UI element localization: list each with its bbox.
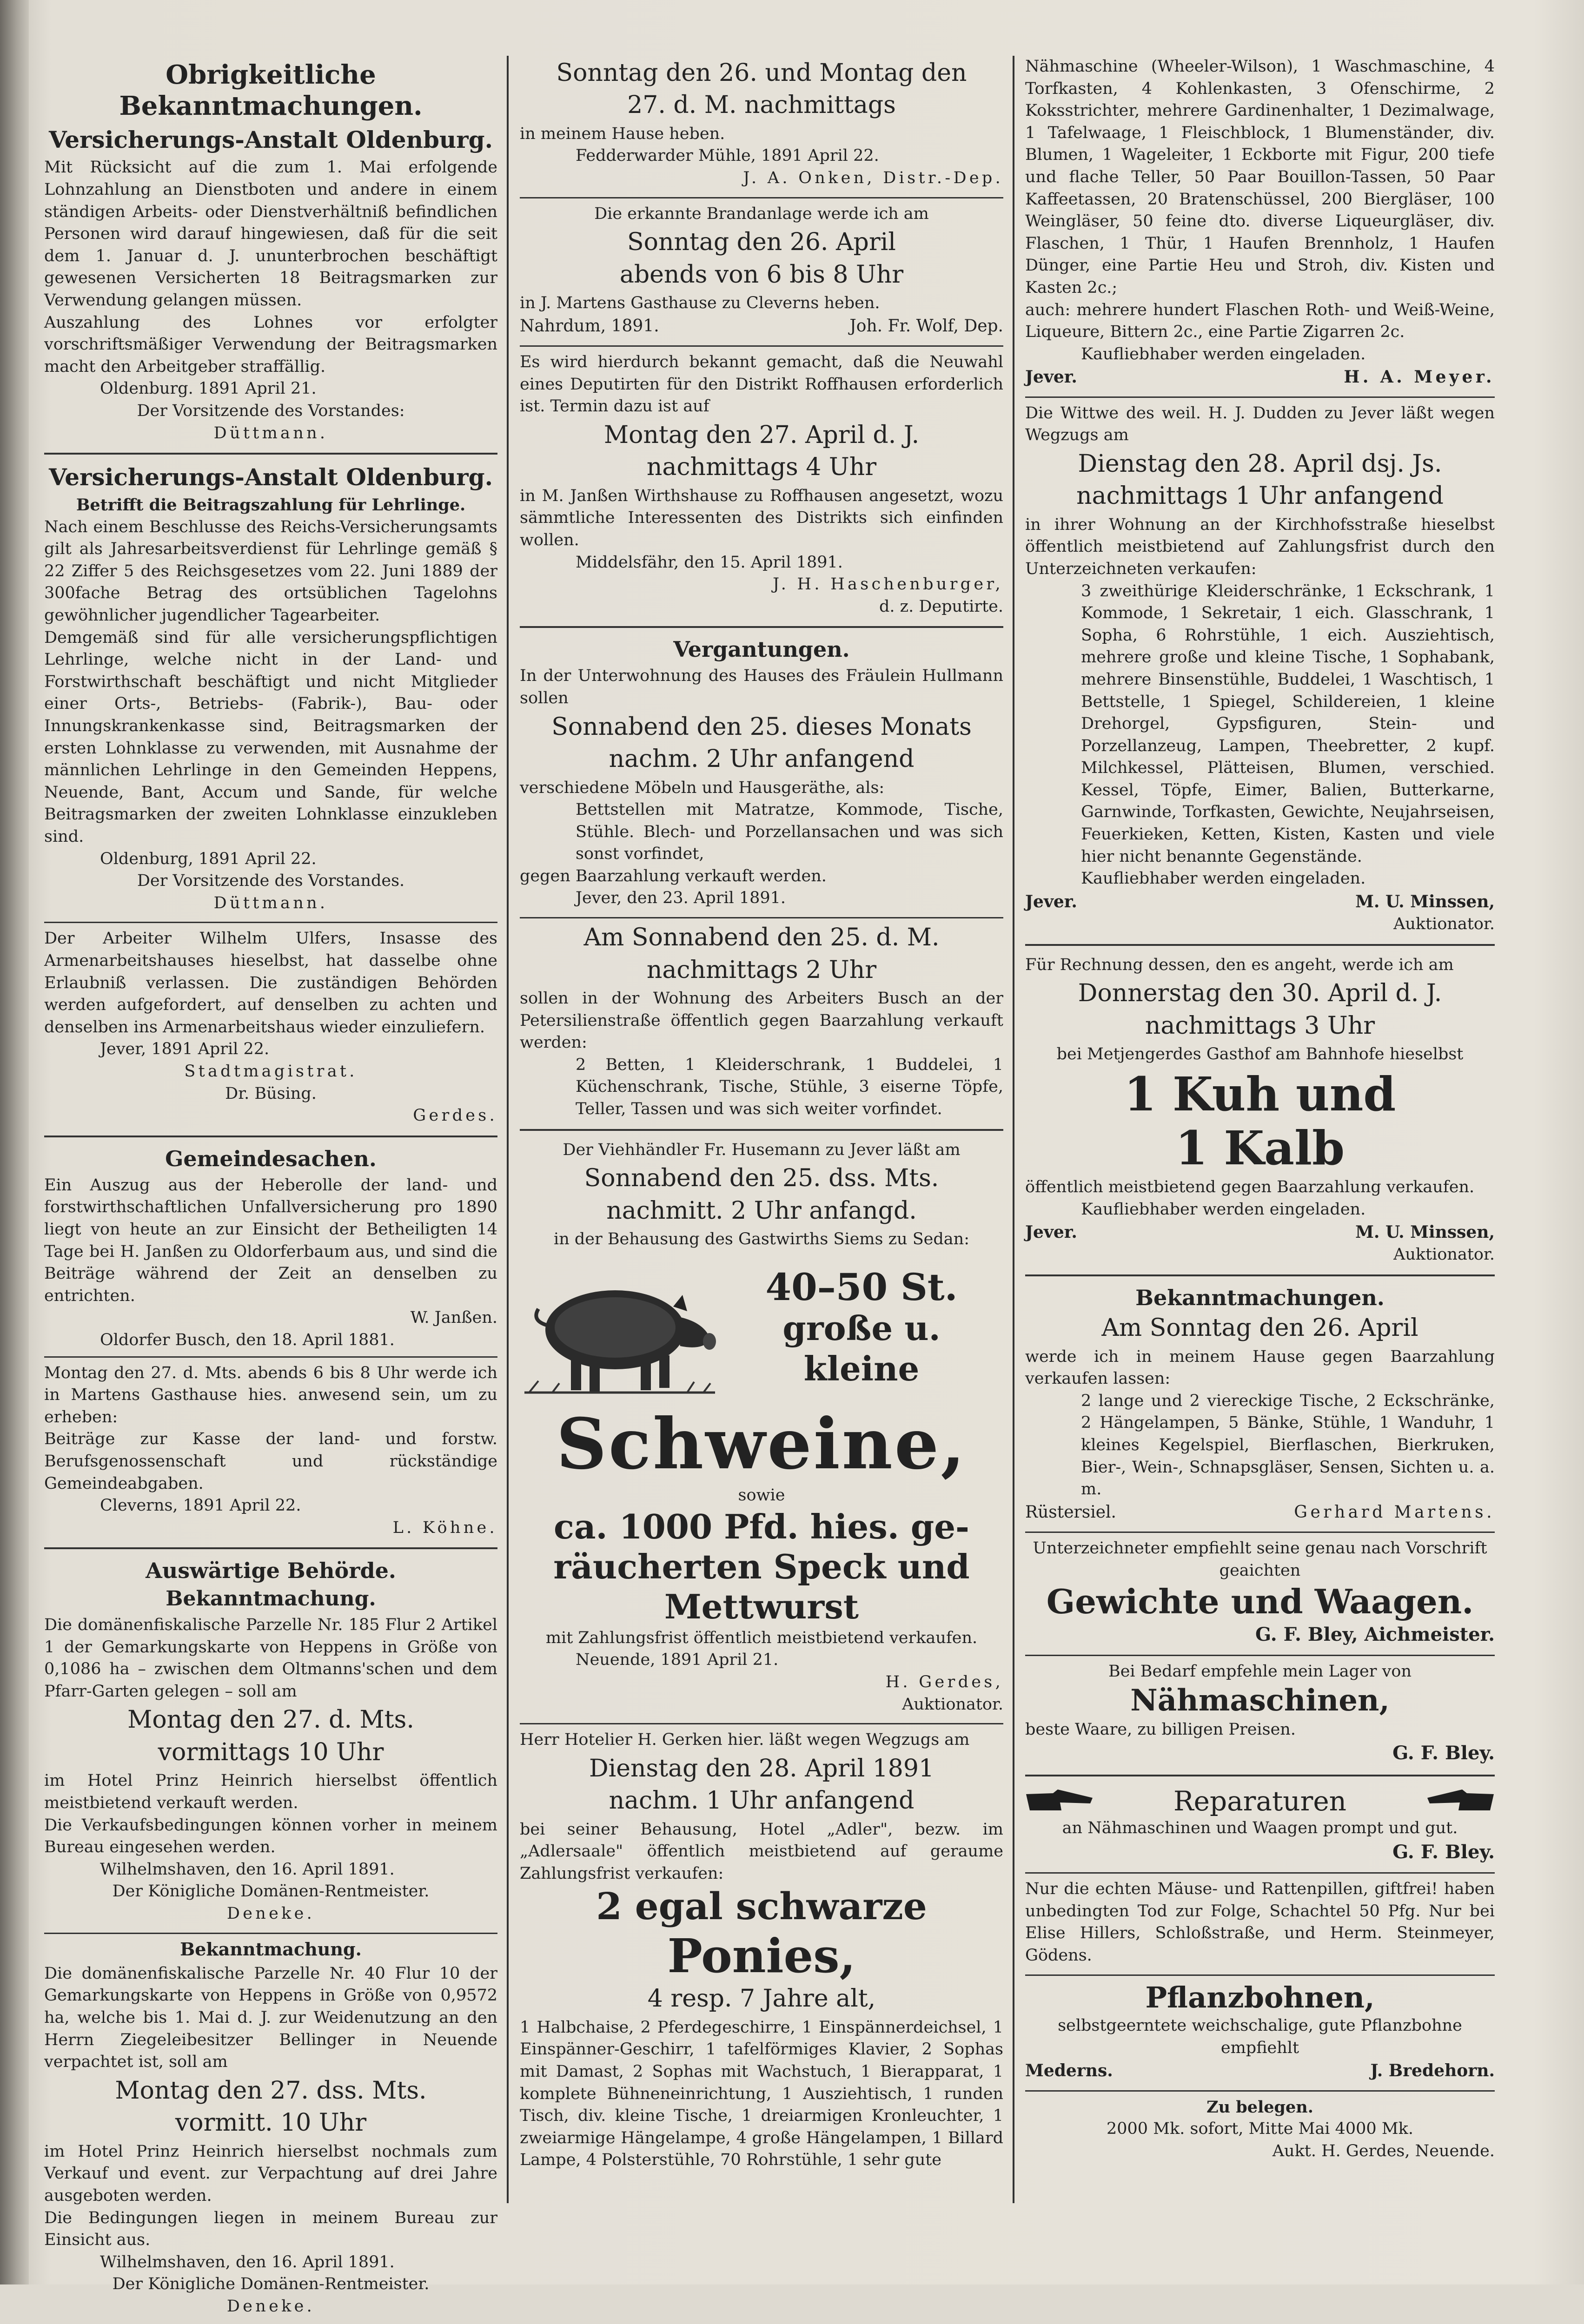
divider bbox=[44, 1136, 497, 1137]
notice-signatory-role: Auktionator. bbox=[1393, 915, 1495, 934]
notice-signatory-role: Auktionator. bbox=[902, 1695, 1003, 1714]
divider bbox=[520, 197, 1003, 198]
column-divider bbox=[507, 56, 509, 2203]
notice-date: Oldenburg. 1891 April 21. bbox=[100, 379, 317, 398]
notice-place: Mederns. bbox=[1025, 2061, 1113, 2081]
notice-brandanlage bbox=[520, 203, 1003, 338]
event-time: nachm. 2 Uhr anfangend bbox=[609, 745, 915, 773]
item-list: 1 Halbchaise, 2 Pferdegeschirre, 1 Einspännerdeichsel, 1 Einspänner-Geschirr, 1 tafelförmiges Klavier, 2 Sophas mit Damast, 2 Sophas mit Wachstuch, 1 Bierapparat, 1 komplete Bühneneinrichtung, 1 Ausziehtisch, 1 runden Tisch, div. kleine Tische, 1 dreiarmigen Kronleuchter, 1 zweiarmige Hängelampe, 4 große Hängelampen, 1 Billard Lampe, 4 Polsterstühle, 70 Rohrstühle, 1 sehr gute bbox=[520, 2018, 1003, 2170]
ad-rattenpillen bbox=[1025, 1878, 1495, 1967]
notice-signatory: Joh. Fr. Wolf, Dep. bbox=[849, 316, 1003, 336]
notice-title: Zu belegen. bbox=[1206, 2097, 1313, 2117]
notice-fedderwarden bbox=[520, 59, 1003, 190]
notice-body: Ein Auszug aus der Heberolle der land- und forstwirthschaftlichen Unfallversicherung pro 1890 liegt von heute an zur Einsicht der Betheiligten 14 Tage bei H. Janßen zu Oldorferbaum aus, und sind die Beiträge während der Zeit an denselben zu entrichten. bbox=[44, 1175, 497, 1305]
notice-vergantung-hullmann bbox=[520, 636, 1003, 910]
divider bbox=[520, 345, 1003, 347]
notice-body: Die domänenfiskalische Parzelle Nr. 185 Flur 2 Artikel 1 der Gemarkungskarte von Heppens in Größe von 0,1086 ha – zwischen dem Oltmanns'schen und dem Pfarr-Garten gelegen – soll am bbox=[44, 1616, 497, 1701]
notice-signatory: J. H. Haschenburger, bbox=[773, 575, 1003, 594]
notice-body: 2000 Mk. sofort, Mitte Mai 4000 Mk. bbox=[1107, 2119, 1413, 2139]
notice-body: Die Verkaufsbedingungen können vorher in meinem Bureau eingesehen werden. bbox=[44, 1816, 497, 1857]
notice-body: verschiedene Möbeln und Hausgeräthe, als: bbox=[520, 778, 885, 797]
notice-versicherung-1 bbox=[44, 125, 497, 444]
notice-date: Wilhelmshaven, den 16. April 1891. bbox=[100, 1860, 395, 1879]
notice-date: Neuende, 1891 April 21. bbox=[576, 1651, 779, 1670]
notice-invite: Kaufliebhaber werden eingeladen. bbox=[1081, 869, 1366, 888]
notice-dudden-auction bbox=[1025, 403, 1495, 936]
notice-signatory: H. Gerdes, bbox=[885, 1673, 1003, 1692]
notice-body: in ihrer Wohnung an der Kirchhofsstraße hieselbst öffentlich meistbietend auf Zahlungsfrist durch den Unterzeichneten verkaufen: bbox=[1025, 515, 1495, 578]
notice-body: in M. Janßen Wirthshause zu Roffhausen angesetzt, wozu sämmtliche Interessenten des Distrikts sich einfinden wollen. bbox=[520, 486, 1003, 549]
notice-signatory: G. F. Bley. bbox=[1392, 1742, 1495, 1764]
event-date: Sonnabend den 25. dss. Mts. bbox=[584, 1164, 939, 1193]
notice-body: in der Behausung des Gastwirths Siems zu Sedan: bbox=[554, 1229, 969, 1248]
event-date: Donnerstag den 30. April d. J. bbox=[1078, 979, 1442, 1008]
ad-ponies bbox=[520, 1729, 1003, 2172]
event-time: nachmitt. 2 Uhr anfangd. bbox=[606, 1196, 917, 1225]
divider bbox=[1025, 2090, 1495, 2092]
ad-conjunction: sowie bbox=[738, 1486, 785, 1505]
notice-body: im Hotel Prinz Heinrich hierselbst öffentlich meistbietend verkauft werden. bbox=[44, 1771, 497, 1812]
notice-date: Cleverns, 1891 April 22. bbox=[100, 1496, 301, 1515]
notice-body: selbstgeerntete weichschalige, gute Pflanzbohne empfiehlt bbox=[1058, 2016, 1462, 2057]
notice-body: Demgemäß sind für alle versicherungspflichtigen Lehrlinge, welche nicht in der Land- und Forstwirthschaft beschäftigt und nicht Mitglieder einer Orts-, Betriebs- (Fabrik-), Bau- oder Innungskrankenkasse sind, Beitragsmarken der ersten Lohnklasse zu verwenden, mit Ausnahme der männlichen Lehrlinge in den Gemeinden Heppens, Neuende, Bant, Accum und Sande, für welche Beitragsmarken der zweiten Lohnklasse einzukleben sind. bbox=[44, 628, 497, 846]
notice-signature-line bbox=[1025, 365, 1495, 389]
notice-intro: In der Unterwohnung des Hauses des Fräulein Hullmann sollen bbox=[520, 667, 1003, 708]
notice-intro: Die erkannte Brandanlage werde ich am bbox=[594, 204, 929, 223]
ad-product-line: räucherten Speck und bbox=[553, 1547, 970, 1587]
ad-headline: Schweine, bbox=[556, 1403, 967, 1485]
divider bbox=[520, 917, 1003, 918]
notice-body: Der Arbeiter Wilhelm Ulfers, Insasse des Armenarbeitshauses hieselbst, hat dasselbe ohne Erlaubniß verlassen. Die zuständigen Behörden werden aufgefordert, auf denselben zu achten und denselben ins Armenarbeitshaus wieder einzuliefern. bbox=[44, 929, 497, 1037]
notice-body: Die Bedingungen liegen in meinem Bureau zur Einsicht aus. bbox=[44, 2208, 497, 2250]
event-time: nachm. 1 Uhr anfangend bbox=[609, 1787, 915, 1815]
column-left bbox=[44, 56, 497, 2324]
section-heading: Obrigkeitliche Bekanntmachungen. bbox=[119, 59, 423, 122]
event-date: Montag den 27. April d. J. bbox=[603, 421, 920, 449]
notice-signatory-role: Der Vorsitzende des Vorstandes: bbox=[137, 401, 405, 420]
notice-body: mit Zahlungsfrist öffentlich meistbietend verkaufen. bbox=[545, 1628, 978, 1647]
notice-signatory: Düttmann. bbox=[213, 423, 328, 442]
notice-date: Middelsfähr, den 15. April 1891. bbox=[576, 553, 843, 572]
notice-body: im Hotel Prinz Heinrich hierselbst nochmals zum Verkauf und event. zur Verpachtung auf drei Jahre ausgeboten werden. bbox=[44, 2142, 497, 2205]
notice-body: sollen in der Wohnung des Arbeiters Busch an der Petersilienstraße öffentlich gegen Baarzahlung verkauft werden: bbox=[520, 989, 1003, 1052]
notice-invite: Kaufliebhaber werden eingeladen. bbox=[1081, 344, 1366, 363]
notice-date: Fedderwarder Mühle, 1891 April 22. bbox=[576, 146, 879, 165]
notice-zu-belegen bbox=[1025, 2096, 1495, 2163]
notice-signatory: G. F. Bley. bbox=[1392, 1841, 1495, 1863]
ad-pflanzbohnen bbox=[1025, 1981, 1495, 2083]
item-list: 3 zweithürige Kleiderschränke, 1 Eckschrank, 1 Kommode, 1 Sekretair, 1 eich. Glasschrank, 1 Sopha, 6 Rohrstühle, 1 eich. Ausziehtisch, mehrere große und kleine Tische, 1 Sophabank, mehrere Binsenstühle, Buddelei, 1 Waschtisch, 1 Bettstelle, 1 Spiegel, Schildereien, 1 kleine Drehorgel, Gypsfiguren, Stein- und Porzellanzeug, Lampen, Theebretter, 2 kupf. Milchkessel, Plätteisen, Blumen, verschied. Kessel, Töpfe, Eimer, Balien, Butterkarne, Garnwinde, Torfkasten, Gewichte, Neujahrseisen, Feuerkieken, Ketten, Kisten, Kasten und viele hier nicht benannte Gegenstände. bbox=[1081, 581, 1495, 866]
notice-signatory: J. A. Onken, Distr.-Dep. bbox=[743, 169, 1003, 188]
event-date: Am Sonntag den 26. April bbox=[1101, 1314, 1418, 1342]
notice-signatory: Dr. Büsing. bbox=[225, 1084, 317, 1103]
notice-signatory: M. U. Minssen, bbox=[1355, 891, 1495, 911]
notice-signatory-role: Stadtmagistrat. bbox=[184, 1062, 358, 1081]
event-date: Sonntag den 26. April bbox=[627, 228, 896, 257]
event-time: nachmittags 2 Uhr bbox=[646, 956, 877, 984]
notice-signatory: J. Bredehorn. bbox=[1370, 2061, 1495, 2081]
notice-signatory: Deneke. bbox=[226, 2297, 315, 2316]
event-date: Dienstag den 28. April 1891 bbox=[589, 1754, 934, 1783]
ad-headline: 1 Kuh und bbox=[1124, 1066, 1396, 1122]
notice-gemeindesachen bbox=[44, 1146, 497, 1539]
event-time: vormitt. 10 Uhr bbox=[175, 2109, 367, 2137]
notice-body: Auszahlung des Lohnes vor erfolgter vorschriftsmäßiger Verwendung der Beitragsmarken macht den Arbeitgeber straffällig. bbox=[44, 313, 497, 376]
notice-body: Unterzeichneter empfiehlt seine genau nach Vorschrift geaichten bbox=[1033, 1539, 1487, 1580]
pointing-hand-right-icon bbox=[1025, 1785, 1095, 1817]
notice-signatory: L. Köhne. bbox=[392, 1518, 497, 1537]
ad-reparaturen bbox=[1025, 1785, 1495, 1865]
ad-headline: Ponies, bbox=[667, 1928, 856, 1984]
section-title: Vergantungen. bbox=[673, 637, 850, 662]
notice-date: Wilhelmshaven, den 16. April 1891. bbox=[100, 2252, 395, 2271]
notice-signature-line bbox=[1025, 1221, 1495, 1244]
event-time: abends von 6 bis 8 Uhr bbox=[619, 260, 904, 289]
ad-headline: 1 Kalb bbox=[1175, 1120, 1345, 1175]
event-time: vormittags 10 Uhr bbox=[158, 1738, 384, 1766]
divider bbox=[1025, 1872, 1495, 1874]
notice-title: Versicherungs-Anstalt Oldenburg. bbox=[48, 126, 493, 154]
divider bbox=[44, 1547, 497, 1549]
ad-subline: 4 resp. 7 Jahre alt, bbox=[647, 1985, 876, 2013]
divider bbox=[1025, 1775, 1495, 1776]
notice-body: beste Waare, zu billigen Preisen. bbox=[1025, 1720, 1296, 1739]
notice-body: Nur die echten Mäuse- und Rattenpillen, giftfrei! haben unbedingten Tod zur Folge, Schachtel 50 Pfg. Nur bei Elise Hillers, Schloßstraße, und Herm. Steinmeyer, Gödens. bbox=[1025, 1880, 1495, 1965]
notice-body: in J. Martens Gasthause zu Cleverns heben. bbox=[520, 294, 880, 313]
notice-date: Jever, 1891 April 22. bbox=[100, 1040, 270, 1059]
notice-armenhaus bbox=[44, 928, 497, 1127]
notice-body: Bei Bedarf empfehle mein Lager von bbox=[1108, 1662, 1412, 1681]
ad-adjective: große u. kleine bbox=[782, 1308, 941, 1388]
divider bbox=[44, 922, 497, 923]
pig-illustration-row bbox=[520, 1251, 1003, 1404]
divider bbox=[44, 1356, 497, 1358]
notice-body: Die domänenfiskalische Parzelle Nr. 40 Flur 10 der Gemarkungskarte von Heppens in Größe von 0,9572 ha, welche bis 1. Mai d. J. zur Weidenutzung an den Herrn Ziegeleibesitzer Bellinger in Neuende verpachtet ist, soll am bbox=[44, 1964, 497, 2072]
event-time: nachmittags 4 Uhr bbox=[646, 453, 877, 482]
section-title: Gemeindesachen. bbox=[165, 1146, 377, 1171]
section-title: Auswärtige Behörde. bbox=[146, 1558, 396, 1584]
notice-body: Es wird hierdurch bekannt gemacht, daß die Neuwahl eines Deputirten für den Distrikt Roffhausen erforderlich ist. Termin dazu ist auf bbox=[520, 353, 1003, 416]
divider bbox=[1025, 1532, 1495, 1533]
notice-signature-line bbox=[1025, 2059, 1495, 2082]
notice-signatory: Aukt. H. Gerdes, Neuende. bbox=[1272, 2141, 1495, 2160]
notice-body: öffentlich meistbietend gegen Baarzahlung verkaufen. bbox=[1025, 1177, 1475, 1196]
notice-invite: Kaufliebhaber werden eingeladen. bbox=[1081, 1200, 1366, 1219]
notice-signatory: G. F. Bley, Aichmeister. bbox=[1255, 1623, 1495, 1645]
notice-signatory: H. A. Meyer. bbox=[1344, 367, 1495, 387]
notice-signatory: W. Janßen. bbox=[410, 1308, 497, 1327]
ad-headline: Pflanzbohnen, bbox=[1145, 1980, 1375, 2014]
notice-signatory: Gerdes. bbox=[413, 1106, 497, 1125]
notice-place: Jever. bbox=[1025, 891, 1077, 911]
notice-intro: Der Viehhändler Fr. Husemann zu Jever läßt am bbox=[563, 1140, 961, 1159]
notice-signature-line bbox=[1025, 1501, 1495, 1524]
notice-body: bei seiner Behausung, Hotel „Adler", bezw. im „Adlersaale" öffentlich meistbietend auf geraume Zahlungsfrist verkaufen: bbox=[520, 1820, 1003, 1883]
notice-body: gegen Baarzahlung verkauft werden. bbox=[520, 866, 827, 885]
notice-body: Die Wittwe des weil. H. J. Dudden zu Jever läßt wegen Wegzugs am bbox=[1025, 403, 1495, 445]
notice-body: Für Rechnung dessen, den es angeht, werde ich am bbox=[1025, 955, 1454, 974]
divider bbox=[44, 453, 497, 455]
divider bbox=[1025, 1974, 1495, 1976]
ad-headline: Reparaturen bbox=[1173, 1785, 1347, 1817]
divider bbox=[520, 1723, 1003, 1724]
divider bbox=[1025, 1274, 1495, 1276]
notice-body: Mit Rücksicht auf die zum 1. Mai erfolgende Lohnzahlung an Dienstboten und andere in einem ständigen Arbeits- oder Dienstverhältniß befindlichen Personen wird darauf hingewiesen, daß für die seit dem 1. Januar d. J. ununterbrochen beschäftigt gewesenen Versicherten 18 Beitragsmarken zur Verwendung gelangen müssen. bbox=[44, 158, 497, 310]
notice-place: Nahrdum, 1891. bbox=[520, 316, 659, 336]
column-divider bbox=[1013, 56, 1014, 2203]
section-title: Bekanntmachungen. bbox=[1135, 1285, 1385, 1311]
notice-date: Oldorfer Busch, den 18. April 1881. bbox=[100, 1330, 395, 1349]
notice-signatory-role: Auktionator. bbox=[1393, 1245, 1495, 1264]
notice-martens bbox=[1025, 1285, 1495, 1524]
item-list: mehrere hundert Flaschen Roth- und Weiß-Weine, Liqueure, Bittern 2c., eine Partie Zigarren 2c. bbox=[1025, 300, 1495, 342]
notice-signatory-role: Der Königliche Domänen-Rentmeister. bbox=[112, 1882, 430, 1901]
page-binding-edge bbox=[0, 0, 29, 2284]
notice-body: an Nähmaschinen und Waagen prompt und gut. bbox=[1062, 1819, 1458, 1838]
divider bbox=[1025, 944, 1495, 946]
notice-body: Montag den 27. d. Mts. abends 6 bis 8 Uhr werde ich in Martens Gasthause hies. anwesend sein, um zu erheben: bbox=[44, 1363, 497, 1426]
notice-signatory: M. U. Minssen, bbox=[1355, 1222, 1495, 1242]
notice-place: Jever. bbox=[1025, 367, 1077, 387]
item-list: 2 lange und 2 viereckige Tische, 2 Eckschränke, 2 Hängelampen, 5 Bänke, Stühle, 1 Wanduhr, 1 kleines Kegelspiel, Bierflaschen, Bierkruken, Bier-, Wein-, Schnapsgläser, Sensen, Sichten u. a. m. bbox=[1081, 1391, 1495, 1499]
divider bbox=[1025, 1655, 1495, 1656]
event-date: Sonntag den 26. und Montag den bbox=[556, 59, 967, 87]
notice-signatory-role: Der Königliche Domänen-Rentmeister. bbox=[112, 2275, 430, 2294]
event-date: Am Sonnabend den 25. d. M. bbox=[583, 924, 940, 952]
ad-naehmaschinen bbox=[1025, 1661, 1495, 1766]
notice-signature-line bbox=[1025, 890, 1495, 913]
pointing-hand-left-icon bbox=[1425, 1785, 1495, 1817]
notice-body: Nach einem Beschlusse des Reichs-Versicherungsamts gilt als Jahresarbeitsverdienst für Lehrlinge gemäß § 22 Ziffer 5 des Reichsgesetzes vom 22. Juni 1889 der 300fache Betrag des ortsüblichen Tagelohns gewöhnlicher jugendlicher Tagearbeiter. bbox=[44, 517, 497, 625]
notice-subtitle: Bekanntmachung. bbox=[166, 1587, 376, 1611]
reparaturen-banner bbox=[1025, 1785, 1495, 1818]
notice-signature-line bbox=[520, 315, 1003, 338]
notice-body: Beiträge zur Kasse der land- und forstw. Berufsgenossenschaft und rückständige Gemeindeabgaben. bbox=[44, 1430, 497, 1493]
event-time: 27. d. M. nachmittags bbox=[627, 91, 896, 119]
divider bbox=[520, 1129, 1003, 1131]
item-list: Bettstellen mit Matratze, Kommode, Tische, Stühle. Blech- und Porzellansachen und was sich sonst vorfindet, bbox=[576, 800, 1003, 864]
pig-ad-headline bbox=[720, 1266, 1003, 1389]
notice-date: Oldenburg, 1891 April 22. bbox=[100, 849, 317, 868]
notice-meyer-auction bbox=[1025, 56, 1495, 389]
notice-body: bei Metjengerdes Gasthof am Bahnhofe hieselbst bbox=[1056, 1045, 1464, 1064]
notice-domaene-parzelle bbox=[44, 1939, 497, 2318]
event-time: nachmittags 3 Uhr bbox=[1145, 1011, 1375, 1040]
notice-signatory: Düttmann. bbox=[213, 893, 328, 912]
ad-headline: 2 egal schwarze bbox=[596, 1884, 927, 1928]
notice-signatory: Deneke. bbox=[226, 1904, 315, 1923]
divider bbox=[520, 626, 1003, 628]
notice-signatory-role: Der Vorsitzende des Vorstandes. bbox=[137, 872, 405, 891]
notice-place: Rüstersiel. bbox=[1025, 1502, 1116, 1522]
divider bbox=[1025, 396, 1495, 398]
also-label: auch: bbox=[1025, 300, 1071, 319]
notice-subtitle: Bekanntmachung. bbox=[180, 1938, 362, 1960]
event-time: nachmittags 1 Uhr anfangend bbox=[1076, 482, 1444, 510]
ad-headline: Nähmaschinen, bbox=[1130, 1683, 1390, 1718]
pig-icon bbox=[520, 1251, 720, 1404]
notice-place: Jever. bbox=[1025, 1222, 1077, 1242]
notice-body: Herr Hotelier H. Gerken hier. läßt wegen Wegzugs am bbox=[520, 1730, 970, 1750]
ad-schweine bbox=[520, 1139, 1003, 1716]
ad-product-line: Mettwurst bbox=[664, 1587, 859, 1627]
ad-count: 40–50 St. bbox=[765, 1265, 958, 1309]
notice-signatory-role: d. z. Deputirte. bbox=[879, 597, 1003, 616]
notice-versicherung-2 bbox=[44, 463, 497, 914]
notice-subject: Betrifft die Beitragszahlung für Lehrlinge. bbox=[76, 495, 466, 515]
notice-signatory: Gerhard Martens. bbox=[1294, 1502, 1495, 1522]
divider bbox=[44, 1933, 497, 1934]
event-date: Sonnabend den 25. dieses Monats bbox=[551, 713, 972, 741]
ad-product-line: ca. 1000 Pfd. hies. ge- bbox=[554, 1506, 969, 1546]
event-date: Dienstag den 28. April dsj. Js. bbox=[1078, 449, 1442, 478]
notice-vergantung-busch bbox=[520, 923, 1003, 1120]
notice-deputirten-wahl bbox=[520, 351, 1003, 618]
notice-body: in meinem Hause heben. bbox=[520, 124, 725, 143]
event-date: Montag den 27. dss. Mts. bbox=[115, 2076, 427, 2105]
item-list: Nähmaschine (Wheeler-Wilson), 1 Waschmaschine, 4 Torfkasten, 4 Kohlenkasten, 3 Ofenschirme, 2 Koksstrichter, mehrere Gardinenhalter, 1 Dezimalwage, 1 Tafelwaage, 1 Fleischblock, 1 Blumenständer, div. Blumen, 1 Wageleiter, 1 Eckborte mit Figur, 200 tiefe und flache Teller, 50 Paar Bouillon-Tassen, 50 Paar Kaffeetassen, 20 Bratenschüssel, 200 Biergläser, 100 Weingläser, 50 feine dto. diverse Liqueurgläser, div. Flaschen, 1 Thür, 1 Haufen Brennholz, 1 Haufen Dünger, eine Partie Heu und Stroh, div. Kisten und Kasten 2c.; bbox=[1025, 57, 1495, 297]
ad-headline: Gewichte und Waagen. bbox=[1046, 1582, 1474, 1622]
ad-gewichte bbox=[1025, 1538, 1495, 1647]
notice-body: werde ich in meinem Hause gegen Baarzahlung verkaufen lassen: bbox=[1025, 1347, 1495, 1388]
event-date: Montag den 27. d. Mts. bbox=[127, 1706, 414, 1734]
notice-title: Versicherungs-Anstalt Oldenburg. bbox=[48, 463, 493, 491]
notice-auswaertige-behoerde bbox=[44, 1558, 497, 1925]
item-list: 2 Betten, 1 Kleiderschrank, 1 Buddelei, 1 Küchenschrank, Tische, Stühle, 3 eiserne Töpfe, Teller, Tassen und was sich weiter vorfindet. bbox=[576, 1055, 1003, 1118]
column-right bbox=[1025, 56, 1495, 2170]
ad-kuh-kalb bbox=[1025, 954, 1495, 1266]
notice-date: Jever, den 23. April 1891. bbox=[576, 889, 786, 908]
column-middle bbox=[520, 56, 1003, 2179]
